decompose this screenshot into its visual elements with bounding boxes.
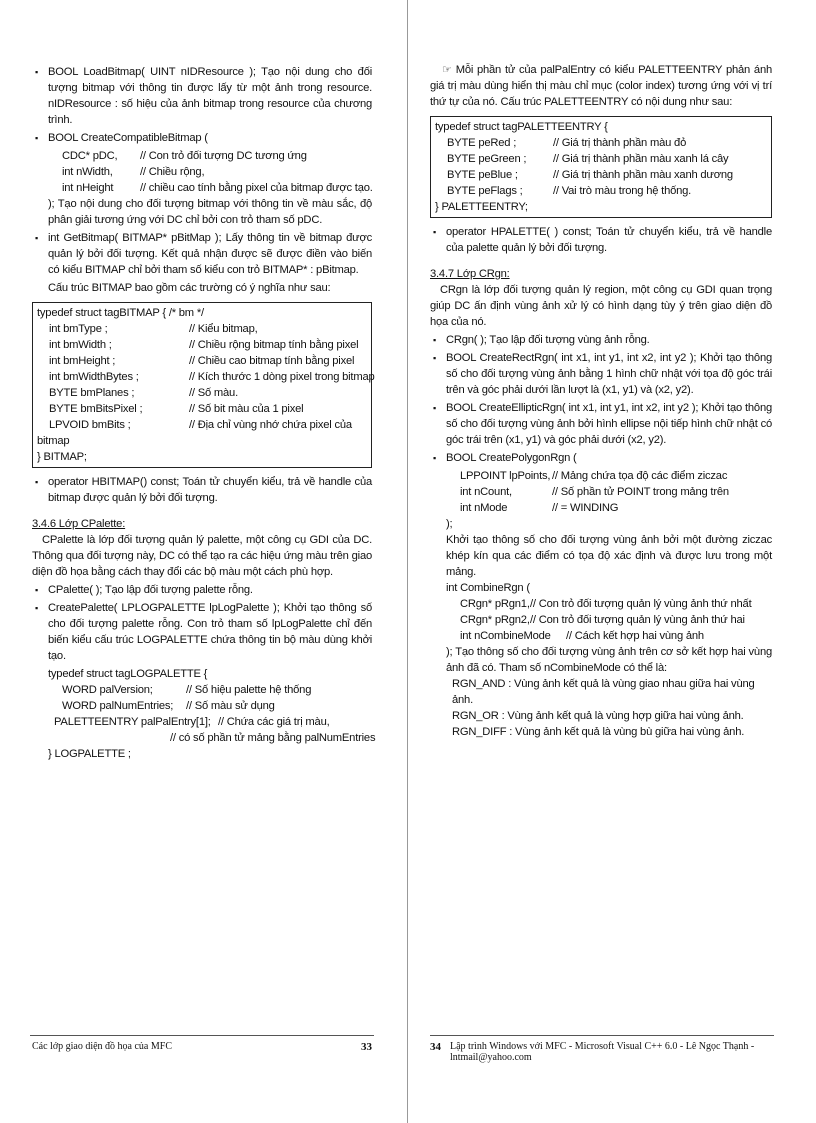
param-name: int nCount,	[460, 486, 512, 498]
struct-field: int bmHeight ;	[49, 355, 116, 367]
param-row	[32, 148, 372, 164]
right-page	[408, 0, 816, 1123]
struct-field: BYTE peFlags ;	[447, 185, 523, 197]
bullet-createellipticrgn: ▪ BOOL CreateEllipticRgn( int x1, int y1, int x2, int y2 ); Khởi tạo thông số cho đối tượng vùng ảnh bởi hình ellipse nội tiếp hình chữ nhật có góc trái trên (x1, y1) và góc phải dưới (x2, y2).	[430, 400, 772, 448]
param-comment: // Số phần tử POINT trong mảng trên	[552, 486, 729, 498]
struct-comment: // có số phần tử mảng bằng palNumEntries	[170, 732, 376, 744]
bullet-createpalette: ▪ CreatePalette( LPLOGPALETTE lpLogPalette ); Khởi tạo thông số cho đối tượng palette rỗng. Con trỏ tham số lpLogPalette chỉ đến biến kiểu cấu trúc LOGPALETTE chứa thông tin bộ màu dùng khởi tạo.	[32, 600, 372, 664]
footer-book-title: Lập trình Windows với MFC - Microsoft Visual C++ 6.0 - Lê Ngọc Thạnh - lntmail@yahoo.com	[450, 1041, 755, 1063]
struct-row	[37, 401, 367, 417]
struct-row	[37, 305, 367, 321]
param-row	[430, 468, 772, 484]
bullet-createpolygonrgn-title: ▪ BOOL CreatePolygonRgn (	[430, 450, 772, 466]
struct-field: WORD palVersion;	[62, 684, 153, 696]
struct-row	[37, 321, 367, 337]
param-name: LPPOINT lpPoints,	[460, 470, 551, 482]
param-comment: // Cách kết hợp hai vùng ảnh	[566, 630, 704, 642]
struct-field: BYTE peBlue ;	[447, 169, 518, 181]
param-name: CRgn* pRgn1,	[460, 598, 530, 610]
struct-end: } PALETTEENTRY;	[435, 201, 528, 213]
bullet-cpalette-ctor: ▪ CPalette( ); Tạo lập đối tượng palette rỗng.	[32, 582, 372, 598]
note-paragraph: ☞ Mỗi phần tử của palPalEntry có kiểu PALETTEENTRY phản ánh giá trị màu dùng hiển thị màu chỉ mục (color index) tương ứng với vị trí thứ tự của nó. Cấu trúc PALETTEENTRY có nội dung như sau:	[430, 64, 772, 108]
struct-field: typedef struct tagPALETTEENTRY {	[435, 121, 608, 133]
struct-field: int bmWidthBytes ;	[49, 371, 139, 383]
param-row	[32, 180, 372, 196]
param-comment: // Con trỏ đối tượng quản lý vùng ảnh thứ hai	[530, 614, 745, 626]
struct-field: LPVOID bmBits ;	[49, 419, 131, 431]
rgn-or-item: RGN_OR : Vùng ảnh kết quả là vùng hợp giữa hai vùng ảnh.	[452, 710, 744, 722]
struct-row	[37, 433, 367, 449]
param-row	[430, 500, 772, 516]
struct-end: } BITMAP;	[37, 451, 87, 463]
struct-comment: // Số màu sử dụng	[186, 700, 275, 712]
section-heading-text: 3.4.7 Lớp CRgn:	[430, 268, 510, 280]
footer-chapter-title: Các lớp giao diện đồ họa của MFC	[32, 1041, 172, 1052]
bullet-createcompatiblebitmap-title: ▪ BOOL CreateCompatibleBitmap (	[32, 130, 372, 146]
combinergn-desc: ); Tạo thông số cho đối tượng vùng ảnh trên cơ sở kết hợp hai vùng ảnh đã có. Tham số nCombineMode có thể là:	[446, 646, 772, 674]
createcompatiblebitmap-desc: ); Tạo nội dung cho đối tượng bitmap với thông tin về màu sắc, độ phân giải tương ứng với DC chỉ bởi con trỏ tham số pDC.	[48, 198, 372, 226]
param-comment: // chiều cao tính bằng pixel của bitmap được tạo.	[140, 182, 373, 194]
paletteentry-struct-box	[430, 116, 772, 218]
param-name: int nHeight	[62, 182, 114, 194]
createpolygonrgn-close: );	[446, 518, 453, 530]
right-footer	[430, 1035, 774, 1063]
bullet-operator-hpalette: ▪ operator HPALETTE( ) const; Toán tử chuyển kiểu, trả về handle của palette quản lý bởi đối tượng.	[430, 224, 772, 256]
bullet-crgn-ctor: ▪ CRgn( ); Tạo lập đối tượng vùng ảnh rỗng.	[430, 332, 772, 348]
struct-field: typedef struct tagBITMAP { /* bm */	[37, 307, 204, 319]
struct-row	[37, 385, 367, 401]
logpalette-title: typedef struct tagLOGPALETTE {	[48, 668, 208, 680]
struct-comment: // Giá trị thành phần màu đỏ	[553, 137, 687, 149]
getbitmap-tail: Cấu trúc BITMAP bao gồm các trường có ý nghĩa như sau:	[48, 282, 331, 294]
param-name: int nWidth,	[62, 166, 113, 178]
cpalette-intro: CPalette là lớp đối tượng quản lý palette, một công cụ GDI của DC. Thông qua đối tượng này, DC có thể tạo ra các hiệu ứng màu trên giao diện đồ họa bằng cách thay đổi các bộ màu một cách phù hợp.	[32, 534, 372, 578]
logpalette-end: } LOGPALETTE ;	[48, 748, 131, 760]
param-row	[430, 596, 772, 612]
bullet-loadbitmap: ▪ BOOL LoadBitmap( UINT nIDResource ); Tạo nội dung cho đối tượng bitmap với thông tin được lấy từ một ảnh trong resource. nIDResource : số hiệu của ảnh bitmap trong resource của chương trình.	[32, 64, 372, 128]
param-row	[32, 164, 372, 180]
struct-row	[435, 119, 767, 135]
struct-row	[435, 199, 767, 215]
struct-row	[435, 135, 767, 151]
section-heading-crgn	[430, 266, 772, 282]
combinergn-title: int CombineRgn (	[446, 582, 530, 594]
bullet-operator-hbitmap: ▪ operator HBITMAP() const; Toán tử chuyển kiểu, trả về handle của bitmap được quản lý bởi đối tượng.	[32, 474, 372, 506]
logpalette-row	[32, 714, 372, 730]
left-column	[32, 62, 376, 762]
struct-row	[37, 417, 367, 433]
right-column	[430, 62, 772, 740]
struct-field: BYTE peGreen ;	[447, 153, 527, 165]
param-row	[430, 628, 772, 644]
param-comment: // = WINDING	[552, 502, 619, 514]
struct-comment: // Vai trò màu trong hệ thống.	[553, 185, 692, 197]
left-footer	[30, 1035, 374, 1058]
section-heading-cpalette	[32, 516, 372, 532]
struct-comment: // Chiều cao bitmap tính bằng pixel	[189, 355, 355, 367]
struct-row	[37, 353, 367, 369]
param-comment: // Mảng chứa tọa độ các điểm ziczac	[552, 470, 728, 482]
struct-comment: // Giá trị thành phần màu xanh dương	[553, 169, 733, 181]
struct-comment: // Kích thước 1 dòng pixel trong bitmap	[189, 371, 375, 383]
struct-row	[37, 449, 367, 465]
struct-field: WORD palNumEntries;	[62, 700, 174, 712]
param-row	[430, 612, 772, 628]
param-comment: // Con trỏ đối tượng quản lý vùng ảnh thứ nhất	[530, 598, 752, 610]
bullet-getbitmap: ▪ int GetBitmap( BITMAP* pBitMap ); Lấy thông tin về bitmap được quản lý bởi đối tượng. Kết quả nhận được sẽ được điền vào biến có kiểu BITMAP chỉ bởi tham số kiểu con trỏ BITMAP* : pBitmap.	[32, 230, 372, 278]
struct-row	[435, 167, 767, 183]
logpalette-row	[32, 730, 376, 746]
param-comment: // Chiều rộng,	[140, 166, 205, 178]
struct-comment: // Chứa các giá trị màu,	[218, 716, 330, 728]
param-row	[430, 484, 772, 500]
struct-field: BYTE bmPlanes ;	[49, 387, 135, 399]
crgn-intro: CRgn là lớp đối tượng quản lý region, một công cụ GDI quan trọng giúp DC ấn định vùng ảnh xử lý có hình dạng tùy ý trên giao diện đồ họa của nó.	[430, 284, 772, 328]
struct-comment: // Số màu.	[189, 387, 238, 399]
struct-row	[37, 337, 367, 353]
struct-row	[435, 151, 767, 167]
rgn-diff-item: RGN_DIFF : Vùng ảnh kết quả là vùng bù giữa hai vùng ảnh.	[452, 726, 745, 738]
struct-comment: // Số bit màu của 1 pixel	[189, 403, 304, 415]
struct-comment: // Giá trị thành phần màu xanh lá cây	[553, 153, 729, 165]
struct-comment: // Địa chỉ vùng nhớ chứa pixel của	[189, 419, 352, 431]
section-heading-text: 3.4.6 Lớp CPalette:	[32, 518, 126, 530]
struct-field: int bmType ;	[49, 323, 108, 335]
param-name: CRgn* pRgn2,	[460, 614, 530, 626]
param-name: int nCombineMode	[460, 630, 551, 642]
page-number: 34	[430, 1041, 441, 1053]
struct-comment: // Kiểu bitmap,	[189, 323, 258, 335]
bullet-createrectrgn: ▪ BOOL CreateRectRgn( int x1, int y1, int x2, int y2 ); Khởi tạo thông số cho đối tượng vùng ảnh bằng 1 hình chữ nhật với tọa độ góc trái trên và góc phải dưới lần lượt là (x1, y1) và (x2, y2).	[430, 350, 772, 398]
struct-continuation: bitmap	[37, 435, 70, 447]
param-name: int nMode	[460, 502, 508, 514]
createpolygonrgn-desc: Khởi tạo thông số cho đối tượng vùng ảnh bởi một đường ziczac khép kín qua các điểm có tọa độ xác định và được lưu trong một mảng.	[446, 534, 772, 578]
struct-field: PALETTEENTRY palPalEntry[1];	[54, 716, 211, 728]
struct-comment: // Số hiệu palette hệ thống	[186, 684, 312, 696]
logpalette-row	[32, 682, 372, 698]
logpalette-row	[32, 698, 372, 714]
bitmap-struct-box	[32, 302, 375, 468]
struct-field: int bmWidth ;	[49, 339, 112, 351]
page-number: 33	[361, 1041, 372, 1053]
struct-row	[37, 369, 375, 385]
struct-comment: // Chiều rộng bitmap tính bằng pixel	[189, 339, 359, 351]
struct-field: BYTE peRed ;	[447, 137, 517, 149]
rgn-and-item: RGN_AND : Vùng ảnh kết quả là vùng giao nhau giữa hai vùng ảnh.	[452, 678, 755, 706]
param-name: CDC* pDC,	[62, 150, 118, 162]
struct-field: BYTE bmBitsPixel ;	[49, 403, 143, 415]
struct-row	[435, 183, 767, 199]
param-comment: // Con trỏ đối tượng DC tương ứng	[140, 150, 307, 162]
